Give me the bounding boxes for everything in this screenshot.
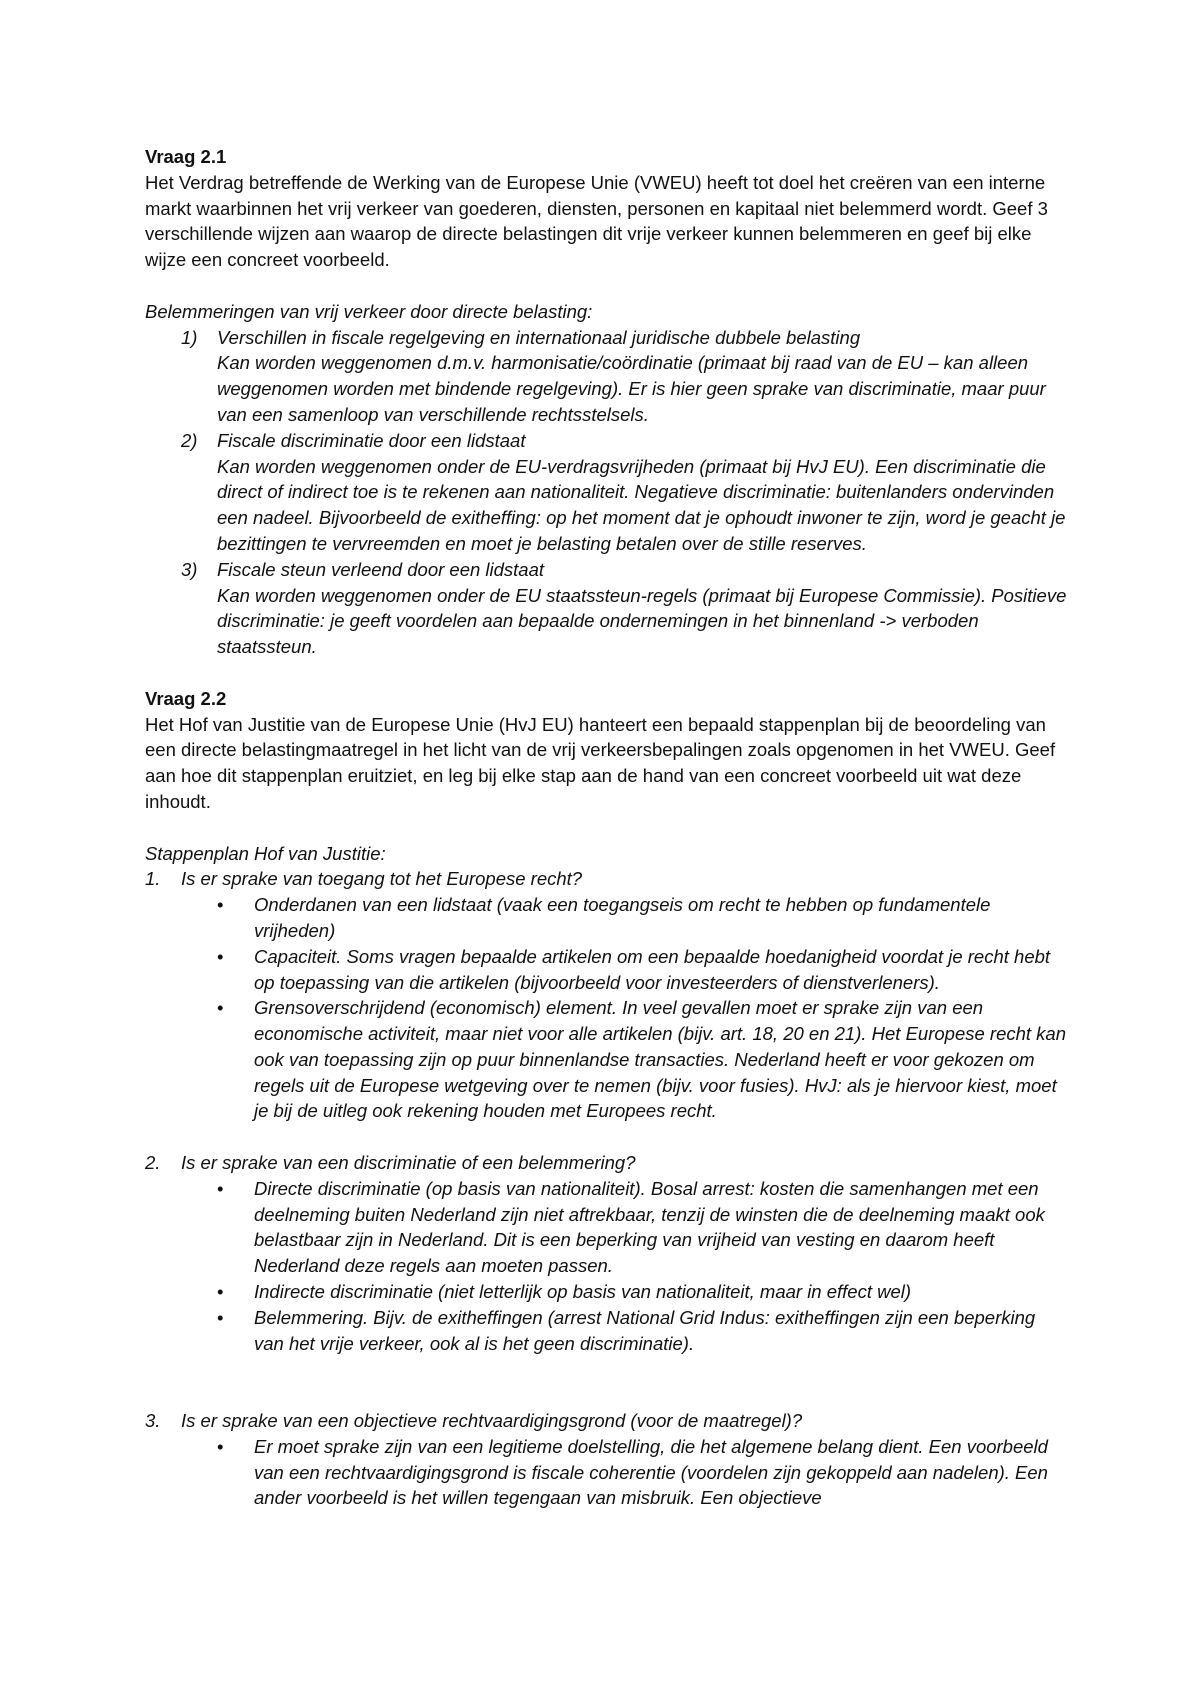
answer-2-1-item [145, 428, 1070, 557]
step-item [145, 866, 1070, 892]
bullet-text: Er moet sprake zijn van een legitieme doelstelling, die het algemene belang dient. Een voorbeeld van een rechtvaardigingsgrond is fiscale coherentie (voordelen zijn gekoppeld aan nadelen). Een ander voorbeeld is het willen tegengaan van misbruik. Een objectieve [254, 1435, 1048, 1509]
item-title: Fiscale discriminatie door een lidstaat [217, 429, 526, 451]
item-marker: 1) [181, 326, 198, 348]
step-bullet [145, 892, 1070, 944]
bullet-icon: • [217, 894, 224, 916]
item-title: Verschillen in fiscale regelgeving en internationaal juridische dubbele belasting [217, 326, 861, 348]
document-body [145, 144, 1070, 1511]
answer-2-1-item [145, 557, 1070, 660]
bullet-text: Indirecte discriminatie (niet letterlijk op basis van nationaliteit, maar in effect wel) [254, 1281, 912, 1303]
bullet-icon: • [217, 1177, 224, 1199]
item-title: Fiscale steun verleend door een lidstaat [217, 558, 545, 580]
step-marker: 3. [145, 1410, 161, 1432]
question-2-1-text: Het Verdrag betreffende de Werking van de Europese Unie (VWEU) heeft tot doel het creëren van een interne markt waarbinnen het vrij verkeer van goederen, diensten, personen en kapitaal niet belemmerd wordt. Geef 3 verschillende wijzen aan waarop de directe belastingen dit vrije verkeer kunnen belemmeren en geef bij elke wijze een concreet voorbeeld. [145, 171, 1048, 271]
question-2-2-text: Het Hof van Justitie van de Europese Unie (HvJ EU) hanteert een bepaald stappenplan bij de beoordeling van een directe belastingmaatregel in het licht van de vrij verkeersbepalingen zoals opgenomen in het VWEU. Geef aan hoe dit stappenplan eruitziet, en leg bij elke stap aan de hand van een concreet voorbeeld uit wat deze inhoudt. [145, 713, 1056, 812]
question-2-2-title: Vraag 2.2 [145, 687, 227, 709]
step-bullet [145, 1279, 1070, 1305]
bullet-icon: • [217, 1435, 224, 1457]
bullet-text: Belemmering. Bijv. de exitheffingen (arrest National Grid Indus: exitheffingen zijn een beperking van het vrije verkeer, ook al is het geen discriminatie). [254, 1306, 1036, 1354]
step-marker: 1. [145, 868, 161, 890]
item-text: Kan worden weggenomen onder de EU staatssteun-regels (primaat bij Europese Commissie). Positieve discriminatie: je geeft voordelen aan bepaalde ondernemingen in het binnenland -> verboden staatssteun. [217, 584, 1067, 658]
bullet-icon: • [217, 945, 224, 967]
answer-2-1-item [145, 325, 1070, 428]
step-bullet [145, 995, 1070, 1124]
answer-2-2-heading: Stappenplan Hof van Justitie: [145, 842, 386, 864]
step-title: Is er sprake van een objectieve rechtvaardigingsgrond (voor de maatregel)? [181, 1410, 803, 1432]
bullet-icon: • [217, 997, 224, 1019]
bullet-icon: • [217, 1306, 224, 1328]
step-title: Is er sprake van een discriminatie of een belemmering? [181, 1152, 636, 1174]
bullet-text: Grensoverschrijdend (economisch) element. In veel gevallen moet er sprake zijn van een economische activiteit, maar niet voor alle artikelen (bijv. art. 18, 20 en 21). Het Europese recht kan ook van toepassing zijn op puur binnenlandse transacties. Nederland heeft er voor gekozen om regels uit de Europese wetgeving over te nemen (bijv. voor fusies). HvJ: als je hiervoor kiest, moet je bij de uitleg ook rekening houden met Europees recht. [254, 997, 1067, 1122]
item-marker: 3) [181, 558, 198, 580]
step-item [145, 1408, 1070, 1434]
item-marker: 2) [181, 429, 198, 451]
item-text: Kan worden weggenomen onder de EU-verdragsvrijheden (primaat bij HvJ EU). Een discriminatie die direct of indirect toe is te rekenen aan nationaliteit. Negatieve discriminatie: buitenlanders ondervinden een nadeel. Bijvoorbeeld de exitheffing: op het moment dat je ophoudt inwoner te zijn, word je geacht je bezittingen te vervreemden en moet je belasting betalen over de stille reserves. [217, 455, 1066, 554]
step-bullet [145, 1305, 1070, 1357]
bullet-text: Capaciteit. Soms vragen bepaalde artikelen om een bepaalde hoedanigheid voordat je recht hebt op toepassing van die artikelen (bijvoorbeeld voor investeerders of dienstverleners). [254, 945, 1051, 993]
step-bullet [145, 1434, 1070, 1511]
step-bullet [145, 1176, 1070, 1279]
item-text: Kan worden weggenomen d.m.v. harmonisatie/coördinatie (primaat bij raad van de EU – kan alleen weggenomen worden met bindende regelgeving). Er is hier geen sprake van discriminatie, maar puur van een samenloop van verschillende rechtsstelsels. [217, 352, 1046, 425]
step-marker: 2. [145, 1152, 161, 1174]
step-bullet [145, 944, 1070, 996]
bullet-text: Onderdanen van een lidstaat (vaak een toegangseis om recht te hebben op fundamentele vrijheden) [254, 894, 991, 941]
step-title: Is er sprake van toegang tot het Europese recht? [181, 868, 583, 890]
question-2-1-title: Vraag 2.1 [145, 146, 227, 167]
answer-2-1-heading: Belemmeringen van vrij verkeer door directe belasting: [145, 300, 593, 322]
bullet-text: Directe discriminatie (op basis van nationaliteit). Bosal arrest: kosten die samenhangen met een deelneming buiten Nederland zijn niet aftrekbaar, tenzij de winsten die de deelneming maakt ook belastbaar zijn in Nederland. Dit is een beperking van vrijheid van vesting en daarom heeft Nederland deze regels aan moeten passen. [254, 1177, 1045, 1277]
bullet-icon: • [217, 1281, 224, 1303]
step-item [145, 1150, 1070, 1176]
